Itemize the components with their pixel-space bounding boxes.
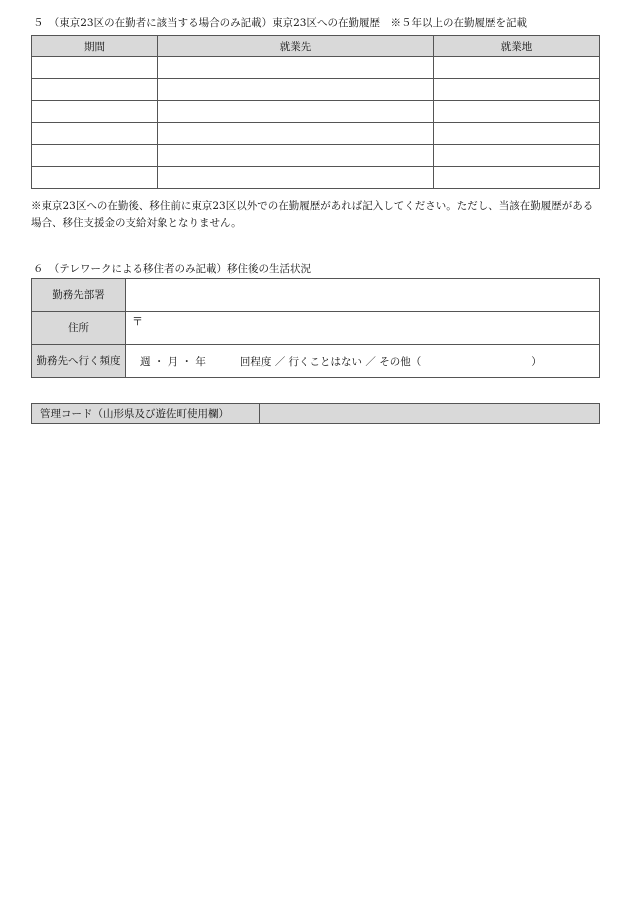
period-cell[interactable]	[32, 167, 158, 189]
dept-label: 勤務先部署	[32, 279, 126, 312]
frequency-label: 勤務先へ行く頻度	[32, 345, 126, 378]
employer-cell[interactable]	[158, 79, 434, 101]
address-row	[32, 312, 600, 345]
employer-cell[interactable]	[158, 167, 434, 189]
frequency-close: ）	[531, 355, 542, 368]
period-cell[interactable]	[32, 101, 158, 123]
frequency-options[interactable]: 回程度 ／ 行くことはない ／ その他（	[239, 355, 422, 368]
living-status-table	[31, 278, 600, 378]
header-employer: 就業先	[158, 36, 434, 57]
period-cell[interactable]	[32, 79, 158, 101]
location-cell[interactable]	[434, 123, 600, 145]
address-field[interactable]	[126, 312, 600, 345]
table-row	[32, 167, 600, 189]
section5-note: ※東京23区への在勤後、移住前に東京23区以外での在勤履歴があれば記入してください。ただし、当該在勤履歴がある場合、移住支援金の支給対象となりません。	[31, 200, 594, 229]
frequency-row	[32, 345, 600, 378]
section6-title: ６ （テレワークによる移住者のみ記載）移住後の生活状況	[33, 263, 312, 275]
header-work-location: 就業地	[434, 36, 600, 57]
period-cell[interactable]	[32, 145, 158, 167]
location-cell[interactable]	[434, 101, 600, 123]
location-cell[interactable]	[434, 57, 600, 79]
location-cell[interactable]	[434, 79, 600, 101]
table-row	[32, 79, 600, 101]
employer-cell[interactable]	[158, 57, 434, 79]
location-cell[interactable]	[434, 145, 600, 167]
frequency-field[interactable]	[126, 345, 600, 378]
frequency-units[interactable]: 週 ・ 月 ・ 年	[140, 355, 206, 368]
table-row	[32, 101, 600, 123]
management-code-field	[260, 404, 600, 424]
management-code-table	[31, 403, 600, 424]
table-row	[32, 57, 600, 79]
section5-title: ５ （東京23区の在勤者に該当する場合のみ記載）東京23区への在勤履歴 ※５年以上の在勤履歴を記載	[33, 17, 527, 29]
management-row	[32, 404, 600, 424]
location-cell[interactable]	[434, 167, 600, 189]
table-row	[32, 123, 600, 145]
header-period: 期間	[32, 36, 158, 57]
employer-cell[interactable]	[158, 145, 434, 167]
address-label: 住所	[32, 312, 126, 345]
dept-row	[32, 279, 600, 312]
employer-cell[interactable]	[158, 101, 434, 123]
table-header-row	[32, 36, 600, 57]
period-cell[interactable]	[32, 123, 158, 145]
work-history-table	[31, 35, 600, 189]
period-cell[interactable]	[32, 57, 158, 79]
employer-cell[interactable]	[158, 123, 434, 145]
dept-field[interactable]	[126, 279, 600, 312]
table-row	[32, 145, 600, 167]
management-code-label: 管理コード（山形県及び遊佐町使用欄）	[32, 404, 260, 424]
postal-mark: 〒	[132, 315, 143, 328]
